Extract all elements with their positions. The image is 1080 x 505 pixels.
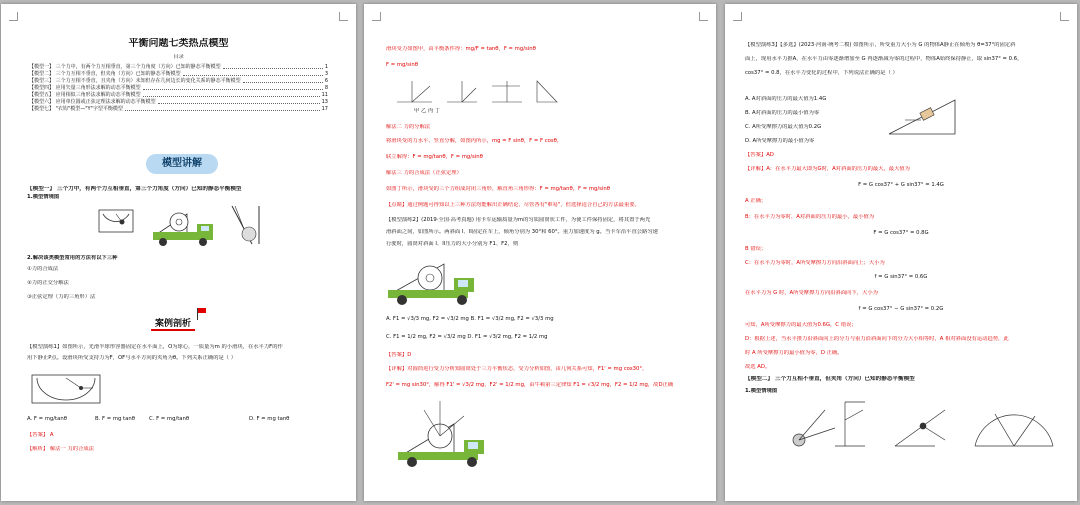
crop-mark	[699, 12, 708, 21]
equation: f = G sin37° = 0.6G	[874, 274, 928, 280]
analysis: 【解析】 解法一 力的合成法	[27, 446, 94, 452]
solution-line: 解法二 力的分解法	[386, 124, 431, 130]
explanation-line: A 正确；	[745, 198, 767, 204]
method-item: ③正弦定理（力的三角形）法	[27, 294, 96, 300]
exercise-text: 【模型演练2】(2019·全国·高考真题) 用卡车运输质量为m的匀质圆筒状工件，为使工件保持固定，将其置于两光	[386, 217, 651, 223]
model1-heading: 【模型一】 三个力中，有两个力互相垂直，第三个力角度（方向）已知的静态平衡模型	[27, 186, 242, 192]
exercise-text: cos37° = 0.8，在水平力变化的过程中，下列说法正确的是（ ）	[745, 70, 898, 76]
flag-icon	[198, 308, 206, 313]
subheading: 1.模型情境图	[745, 388, 778, 394]
case-analysis-heading: 案例剖析	[151, 316, 195, 331]
exercise-text: 用下静止P点。设滑块所受支持力为F，OF与水平方向的夹角为θ。下列关系正确的是（ ）	[27, 355, 237, 361]
equation: F = G cos37° = 0.8G	[873, 230, 929, 236]
option-a: A. A对斜面的压力的最大值为1.4G	[745, 96, 827, 102]
hemisphere-figure	[31, 374, 101, 404]
solution-line: F = mg/sinθ	[386, 62, 418, 68]
force-analysis-figure	[394, 396, 494, 471]
solution-line: 滑块受力如图甲，由平衡条件得：mg/F = tanθ，F = mg/sinθ	[386, 46, 536, 52]
option-a: A. F = mg/tanθ	[27, 416, 67, 422]
exercise-text: 滑斜面之间，如图所示。两斜面 I、II固定在车上，倾角分别为 30°和 60°。重力加速度为 g。当卡车沿平直公路匀速	[386, 229, 658, 235]
toc-entry[interactable]: 【模型七】 "衣钩"模型—"Y"字型平衡模型 17	[29, 106, 328, 112]
option-row: A. F1 = √3/3 mg, F2 = √3/2 mg B. F1 = √3/2 mg, F2 = √3/3 mg	[386, 316, 554, 322]
explanation-line: 【详解】对圆筒进行受力分析知圆筒处于三力平衡状态，受力分析如图，由几何关系可知，F1' = mg cos30°，	[386, 366, 648, 372]
document-title: 平衡问题七类热点模型	[128, 38, 229, 49]
note-line: 【点睛】通过例题可得知以上三种方法均能解出正确结论，尽管各有"难易"，但选择适合自己的方法最重要。	[386, 202, 640, 208]
document-page-3	[725, 4, 1077, 501]
document-page-1	[1, 4, 356, 501]
subheading: 2.解决该类模型常用的方法有以下三种	[27, 255, 118, 261]
crop-mark	[9, 12, 18, 21]
explanation-line: B：在水平力为零时，A对斜面的压力的最小，最小值为	[745, 214, 875, 220]
explanation-line: B 错误；	[745, 246, 767, 252]
option-b: B. A对斜面的压力的最小值为零	[745, 110, 820, 116]
incline-figure	[885, 96, 965, 138]
option-d: D. F = mg tanθ	[249, 416, 290, 422]
model2-scenario-figure	[785, 400, 1055, 450]
explanation-line: 可知，A所受摩擦力的最大值为0.6G，C 错误；	[745, 322, 857, 328]
method-item: ①力的合成法	[27, 266, 59, 272]
option-c: C. A所受摩擦力的最大值为0.2G	[745, 124, 822, 130]
answer: 【答案】D	[386, 352, 412, 358]
option-c: C. F = mg/tanθ	[149, 416, 190, 422]
explanation-line: F2' = mg sin30°，解得 F1' = √3/2 mg，F2' = 1/2 mg，由牛顿第三定律知 F1 = √3/2 mg，F2 = 1/2 mg，故D正确	[386, 382, 674, 388]
subheading: 1.模型情境图	[27, 194, 60, 200]
toc-entry[interactable]: 【模型二】 三个力互相不垂直，但夹角（方向）已知的静态平衡模型 3	[29, 71, 328, 77]
toc-entry[interactable]: 【模型一】 三个力中，有两个力互相垂直，第三个力角度（方向）已知的静态平衡模型 1	[29, 64, 328, 70]
solution-line: 如图丁所示，滑块受的三个力组成封闭三角形，解直角三角形得：F = mg/tanθ，F = mg/sinθ	[386, 186, 610, 192]
exercise-text: 面上，现用水平力推A，在水平力由零逐渐增加至 G 再逐渐减为零的过程中，物体A始终保持静止，取 sin37° = 0.6，	[745, 56, 1023, 62]
answer: 【答案】AD	[745, 152, 774, 158]
crop-mark	[372, 12, 381, 21]
option-d: D. A所受摩擦力的最小值为零	[745, 138, 815, 144]
equation: F = G cos37° + G sin37° = 1.4G	[858, 182, 944, 188]
toc-entry[interactable]: 【模型四】 应用矢量三角形法求解的动态平衡模型 8	[29, 85, 328, 91]
crop-mark	[339, 12, 348, 21]
crop-mark	[1060, 12, 1069, 21]
explanation-line: D：根据上述，当水平推力沿斜面向上的分力与重力沿斜面向下的分力大小相等时，A 相对斜面没有运动趋势，此	[745, 336, 1009, 342]
model-scenario-figure	[97, 204, 267, 249]
equation: f = G cos37° − G sin37° = 0.2G	[858, 306, 944, 312]
force-diagrams-figure	[392, 76, 562, 108]
solution-line: 将滑块受的力水平、竖直分解，如图丙所示，mg = F sinθ，F = F cosθ，	[386, 138, 563, 144]
explanation-line: 时 A 所受摩擦力的最小值为零，D 正确。	[745, 350, 843, 356]
solution-line: 联立解得：F = mg/tanθ，F = mg/sinθ	[386, 154, 483, 160]
explanation-line: 故选 AD。	[745, 364, 771, 370]
crop-mark	[733, 12, 742, 21]
toc-entry[interactable]: 【模型六】 应用单位圆或正弦定理法求解的动态平衡模型 13	[29, 99, 328, 105]
truck-figure	[384, 254, 484, 306]
answer: 【答案】 A	[27, 432, 54, 438]
explanation-line: C：在水平力为零时，A所受摩擦力方向沿斜面向上；大小为	[745, 260, 885, 266]
exercise-text: 【模型演练1】如图所示，光滑半球形容器固定在水平面上，O为球心，一质量为m 的小滑块，在水平力F的作	[27, 344, 283, 350]
exercise-text: 行驶时，圆筒对斜面 I、II压力的大小分别为 F1、F2，则	[386, 241, 519, 247]
toc-entry[interactable]: 【模型五】 应用相似三角形法求解的动态平衡模型 11	[29, 92, 328, 98]
option-b: B. F = mg tanθ	[95, 416, 135, 422]
option-row: C. F1 = 1/2 mg, F2 = √3/2 mg D. F1 = √3/2 mg, F2 = 1/2 mg	[386, 334, 548, 340]
section-banner: 模型讲解	[146, 154, 218, 174]
exercise-text: 【模型演练3】【多选】(2023·河南·统考二模) 如图所示，所受重力大小为 G 的物体A静止在倾角为 θ=37°的固定斜	[745, 42, 1016, 48]
model2-heading: 【模型二】 三个力互相不垂直，但夹角（方向）已知的静态平衡模型	[745, 376, 915, 382]
explanation-line: 在水平力为 G 时，A所受摩擦力方向沿斜面向下，大小为	[745, 290, 878, 296]
toc-heading: 目录	[173, 54, 184, 60]
explanation-line: 【详解】A：在水平力最大即为G时，A对斜面的压力的最大，最大值为	[745, 166, 910, 172]
toc-entry[interactable]: 【模型三】 三个力互相不垂直，且夹角（方向）未知但存在几何边长的变化关系的静态平衡模型 6	[29, 78, 328, 84]
method-item: ②力的正交分解法	[27, 280, 69, 286]
document-page-2	[364, 4, 716, 501]
figure-labels: 甲 乙 丙 丁	[414, 108, 441, 114]
solution-line: 解法三 力的合成法（正弦定理）	[386, 170, 462, 176]
